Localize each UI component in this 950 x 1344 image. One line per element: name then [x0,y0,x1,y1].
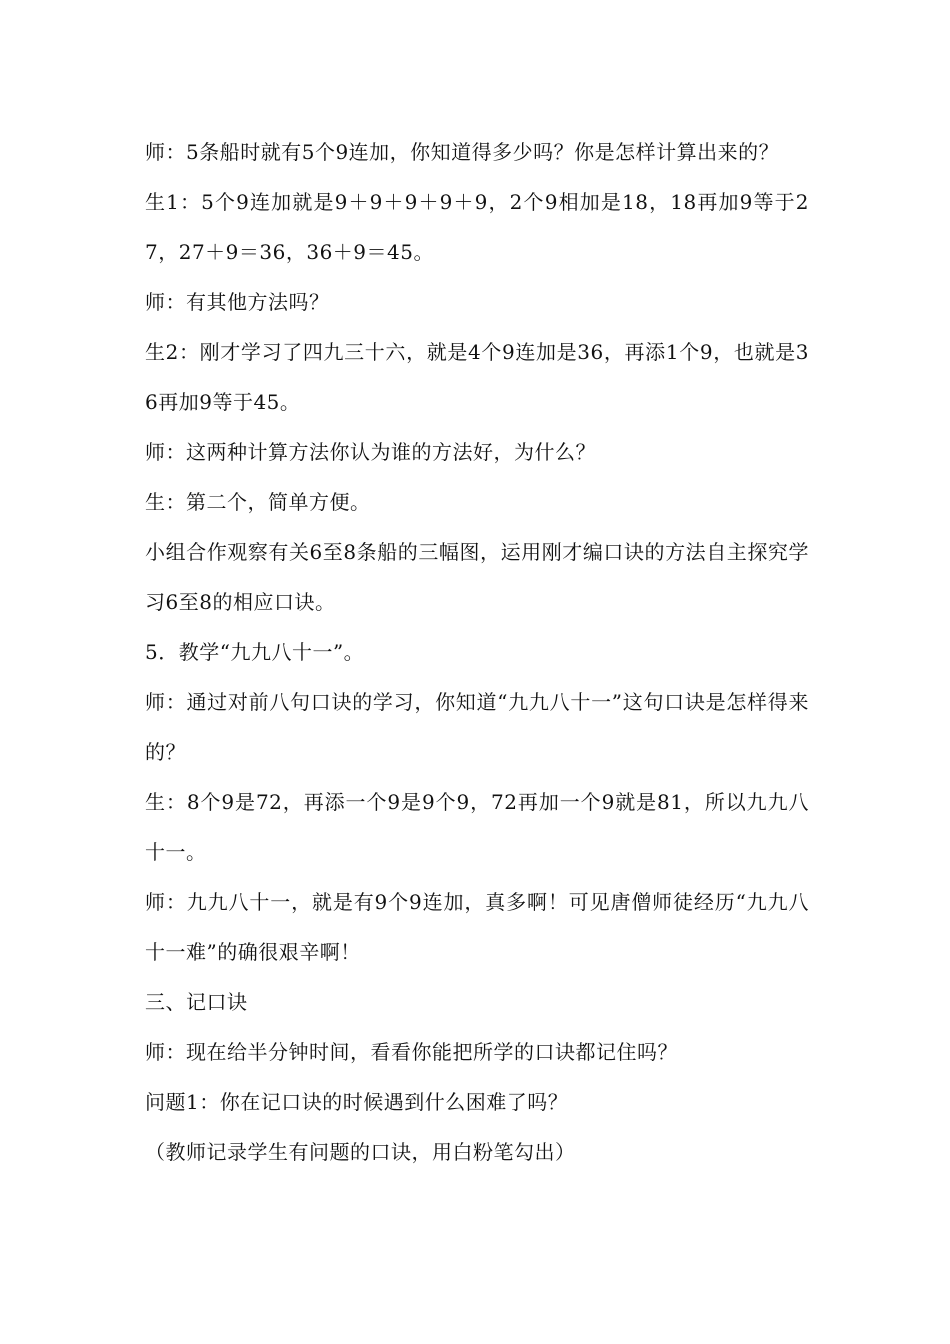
paragraph-student1-answer: 生1：5个9连加就是9＋9＋9＋9＋9，2个9相加是18，18再加9等于27，27＋9＝36，36＋9＝45。 [145,190,809,264]
paragraph-student-72-plus-9: 生：8个9是72，再添一个9是9个9，72再加一个9就是81，所以九九八十一。 [145,790,809,864]
paragraph-teacher-how-derived: 师：通过对前八句口诀的学习，你知道“九九八十一”这句口诀是怎样得来的？ [145,690,809,764]
paragraph-teacher-compare-methods: 师：这两种计算方法你认为谁的方法好，为什么？ [145,440,596,464]
paragraph-question-1: 问题1：你在记口诀的时候遇到什么困难了吗？ [145,1090,569,1114]
paragraph-teacher-tang-monk: 师：九九八十一，就是有9个9连加，真多啊！可见唐僧师徒经历“九九八十一难”的确很艰辛啊！ [145,890,809,964]
paragraph-teacher-other-method: 师：有其他方法吗？ [145,290,330,314]
paragraph-section-memorize: 三、记口诀 [145,990,248,1014]
paragraph-section-teach-9x9: 5．教学“九九八十一”。 [145,640,365,664]
paragraph-teacher-note: （教师记录学生有问题的口诀，用白粉笔勾出） [145,1140,576,1164]
paragraph-student-second-simple: 生：第二个，简单方便。 [145,490,371,514]
paragraph-teacher-half-minute: 师：现在给半分钟时间，看看你能把所学的口诀都记住吗？ [145,1040,678,1064]
paragraph-teacher-question-five-boats: 师：5条船时就有5个9连加，你知道得多少吗？你是怎样计算出来的？ [145,140,780,164]
document-body [145,127,809,1177]
paragraph-group-cooperation: 小组合作观察有关6至8条船的三幅图，运用刚才编口诀的方法自主探究学习6至8的相应口诀。 [145,540,809,614]
paragraph-student2-answer: 生2：刚才学习了四九三十六，就是4个9连加是36，再添1个9，也就是36再加9等于45。 [145,340,809,414]
